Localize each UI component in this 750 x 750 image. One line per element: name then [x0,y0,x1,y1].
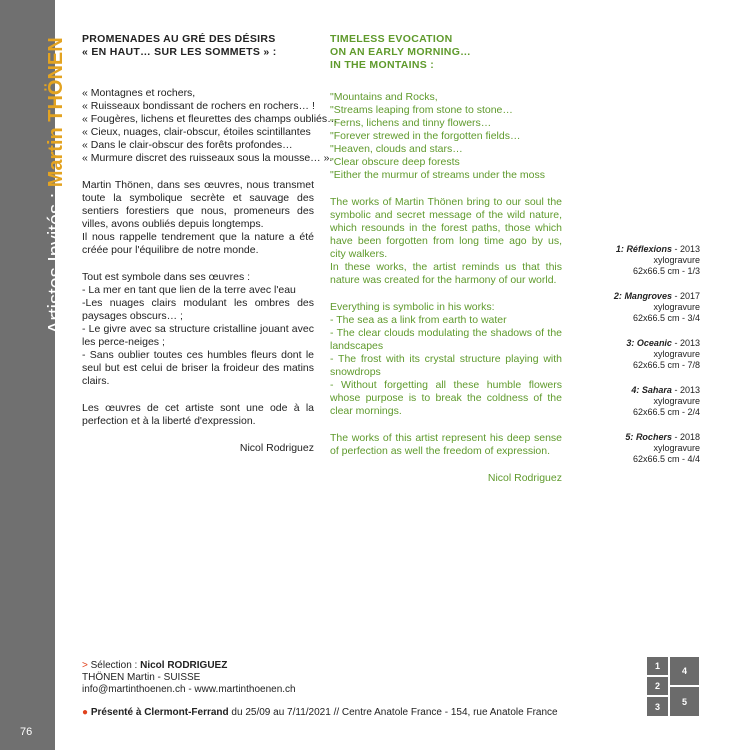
work-year: - 2013 [674,385,700,395]
english-symbol-item: - The frost with its crystal structure playing with snowdrops [330,353,562,378]
english-column [330,33,562,485]
work-technique: xylogravure [653,443,700,453]
work-entry [580,338,700,371]
french-symbol-item: - La mer en tant que lien de la terre avec l'eau [82,284,296,296]
english-heading [330,33,562,72]
poem-line: "Mountains and Rocks, [330,91,438,103]
poem-line: « Cieux, nuages, clair-obscur, étoiles scintillantes [82,126,311,138]
french-poem [82,87,338,165]
work-title: Sahara [641,385,672,395]
french-paragraph: Il nous rappelle tendrement que la nature a été créée pour l'équilibre de notre monde. [82,231,314,256]
contact-line[interactable]: info@martinthoenen.ch - www.martinthoenen.ch [82,684,296,695]
poem-line: "Clear obscure deep forests [330,156,460,168]
french-signature: Nicol Rodriguez [239,442,314,454]
french-symbol-item: -Les nuages clairs modulant les ombres des paysages obscurs… ; [82,297,314,322]
english-symbol-item: - The sea as a link from earth to water [330,314,507,326]
work-title: Réflexions [626,244,672,254]
grid-cell-2: 2 [647,677,668,695]
footer-credits [82,660,296,696]
work-technique: xylogravure [653,302,700,312]
poem-line: "Forever strewed in the forgotten fields… [330,130,521,142]
french-column [82,33,338,455]
french-closing: Les œuvres de cet artiste sont une ode à la perfection et à la liberté d'expression. [82,402,314,427]
english-symbol-item: - Without forgetting all these humble flowers whose purpose is to break the coldness of the clear mornings. [330,379,562,417]
work-number: 5: [625,432,634,442]
sidebar-title [0,0,67,340]
bullet-icon: ● [82,707,89,718]
poem-line: « Ruisseaux bondissant de rochers en rochers… ! [82,100,315,112]
work-entry [580,244,700,277]
work-year: - 2013 [674,338,700,348]
english-closing: The works of this artist represent his deep sense of perfection as well the freedom of expression. [330,432,562,457]
poem-line: « Dans le clair-obscur des forêts profondes… [82,139,293,151]
works-list [580,244,700,479]
english-symbol-item: - The clear clouds modulating the shadows of the landscapes [330,327,562,352]
poem-line: "Streams leaping from stone to stone… [330,104,513,116]
work-size: 62x66.5 cm - 1/3 [632,266,700,276]
french-symbol-intro: Tout est symbole dans ses œuvres : [82,271,251,283]
selection-label: Sélection : [90,660,141,671]
grid-cell-5: 5 [670,687,699,716]
work-size: 62x66.5 cm - 7/8 [632,360,700,370]
heading-line: IN THE MONTAINS : [330,59,435,71]
french-symbol-item: - Sans oublier toutes ces humbles fleurs dont le seul but est celui de briser la froideur des matins clairs. [82,349,314,387]
work-number: 2: [613,291,622,301]
work-entry [580,291,700,324]
sidebar [0,0,67,750]
french-heading [82,33,314,59]
work-size: 62x66.5 cm - 2/4 [632,407,700,417]
work-entry [580,385,700,418]
grid-cell-1: 1 [647,657,668,675]
work-year: - 2017 [674,291,700,301]
heading-line: ON AN EARLY MORNING… [330,46,471,58]
work-year: - 2013 [674,244,700,254]
english-symbol-intro: Everything is symbolic in his works: [330,301,495,313]
presented-details: du 25/09 au 7/11/2021 // Centre Anatole France - 154, rue Anatole France [228,707,558,718]
work-size: 62x66.5 cm - 4/4 [632,454,700,464]
grid-cell-3: 3 [647,697,668,716]
presented-line [82,707,558,718]
work-number: 3: [626,338,635,348]
work-technique: xylogravure [653,349,700,359]
selection-name: Nicol RODRIGUEZ [140,660,228,671]
work-title: Mangroves [624,291,672,301]
french-paragraph: Martin Thönen, dans ses œuvres, nous transmet toute la symbolique secrète et sauvage des sentiers forestiers que nous, promeneurs des villes, avons oubliés depuis longtemps. [82,179,314,230]
presented-venue: Présenté à Clermont-Ferrand [90,707,229,718]
artist-line: THÖNEN Martin - SUISSE [82,672,201,683]
heading-line: PROMENADES AU GRÉ DES DÉSIRS [82,33,276,45]
work-number: 1: [615,244,624,254]
work-number: 4: [631,385,640,395]
grid-cell-4: 4 [670,657,699,685]
artist-name: Martin THÖNEN [45,37,67,188]
work-technique: xylogravure [653,396,700,406]
poem-line: « Montagnes et rochers, [82,87,196,99]
poem-line: « Murmure discret des ruisseaux sous la mousse… ». [82,152,333,164]
heading-line: TIMELESS EVOCATION [330,33,453,45]
english-paragraph: The works of Martin Thönen bring to our soul the symbolic and secret message of the wild nature, which resounds in the forest paths, those which have been forgotten from long time ago by us, city walkers. [330,196,562,260]
english-signature: Nicol Rodriguez [487,472,562,484]
work-technique: xylogravure [653,255,700,265]
section-label: Artistes Invités : [45,187,67,334]
work-title: Oceanic [636,338,672,348]
poem-line: "Heaven, clouds and stars… [330,143,463,155]
french-symbol-item: - Le givre avec sa structure cristalline jouant avec les perce-neiges ; [82,323,314,348]
work-year: - 2018 [674,432,700,442]
artwork-index-grid [647,657,700,717]
poem-line: "Ferns, lichens and tinny flowers… [330,117,492,129]
work-size: 62x66.5 cm - 3/4 [632,313,700,323]
page-number: 76 [20,726,33,738]
work-entry [580,432,700,465]
english-paragraph: In these works, the artist reminds us that this nature was created for the harmony of our world. [330,261,562,286]
arrow-icon: > [82,660,88,671]
heading-line: « EN HAUT… SUR LES SOMMETS » : [82,46,277,58]
poem-line: « Fougères, lichens et fleurettes des champs oubliés… [82,113,338,125]
work-title: Rochers [635,432,672,442]
poem-line: "Either the murmur of streams under the moss [330,169,545,181]
english-poem [330,91,562,182]
